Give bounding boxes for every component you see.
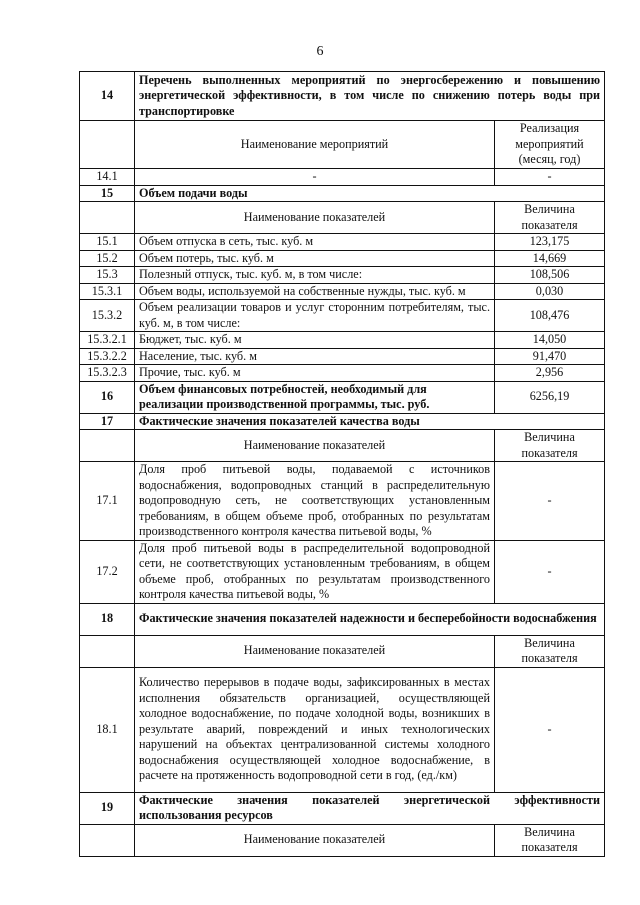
row-number: 14.1 (80, 169, 135, 186)
table-row (80, 462, 605, 541)
row-number: 15.3.2 (80, 300, 135, 332)
section-17-title: Фактические значения показателей качества воды (135, 413, 605, 430)
row-name: Объем воды, используемой на собственные нужды, тыс. куб. м (135, 283, 495, 300)
section-14-header-value: Реализация мероприятий (месяц, год) (495, 121, 605, 169)
row-name: Объем реализации товаров и услуг сторонним потребителям, тыс. куб. м, в том числе: (135, 300, 495, 332)
header-empty-cell (80, 121, 135, 169)
row-name: - (135, 169, 495, 186)
row-name: Количество перерывов в подаче воды, зафиксированных в местах исполнения обязательств организацией, осуществляющей холодное водоснабжение, по подаче холодной воды, возникших в результате аварий, повреждений и иных технологических нарушений на объектах централизованной системы холодного водоснабжения осуществляющей холодное водоснабжение, в расчете на протяженность водопроводной сети в год, (ед./км) (135, 667, 495, 792)
section-17-header-name: Наименование показателей (135, 430, 495, 462)
row-name: Полезный отпуск, тыс. куб. м, в том числе: (135, 267, 495, 284)
header-empty-cell (80, 202, 135, 234)
row-value: 14,669 (495, 250, 605, 267)
row-value: 108,476 (495, 300, 605, 332)
section-19-title: Фактические значения показателей энергетической эффективности использования ресурсов (135, 792, 605, 824)
section-19-header-row (80, 824, 605, 856)
header-empty-cell (80, 635, 135, 667)
section-19-number: 19 (80, 792, 135, 824)
section-17-header-value: Величина показателя (495, 430, 605, 462)
section-18-title: Фактические значения показателей надежности и бесперебойности водоснабжения (135, 603, 605, 635)
table-row (80, 667, 605, 792)
row-number: 15.2 (80, 250, 135, 267)
row-number: 17.2 (80, 540, 135, 603)
row-name: Объем потерь, тыс. куб. м (135, 250, 495, 267)
row-value: 0,030 (495, 283, 605, 300)
section-17-header-row (80, 430, 605, 462)
section-18-number: 18 (80, 603, 135, 635)
section-18-heading-row (80, 603, 605, 635)
row-number: 15.3.2.3 (80, 365, 135, 382)
section-19-header-name: Наименование показателей (135, 824, 495, 856)
table-row (80, 283, 605, 300)
section-17-heading-row (80, 413, 605, 430)
row-value: 14,050 (495, 332, 605, 349)
section-19-heading-row (80, 792, 605, 824)
page-number: 6 (316, 44, 324, 59)
row-number: 15.1 (80, 234, 135, 251)
row-value: - (495, 667, 605, 792)
section-18-header-row (80, 635, 605, 667)
table-row (80, 300, 605, 332)
table-row (80, 169, 605, 186)
header-empty-cell (80, 824, 135, 856)
row-value: - (495, 462, 605, 541)
row-number: 15.3.1 (80, 283, 135, 300)
section-18-header-name: Наименование показателей (135, 635, 495, 667)
row-value: 123,175 (495, 234, 605, 251)
row-name: Население, тыс. куб. м (135, 348, 495, 365)
section-17-number: 17 (80, 413, 135, 430)
row-value: 91,470 (495, 348, 605, 365)
section-14-header-name: Наименование мероприятий (135, 121, 495, 169)
row-number: 15.3 (80, 267, 135, 284)
header-empty-cell (80, 430, 135, 462)
row-number: 15.3.2.2 (80, 348, 135, 365)
row-value: 2,956 (495, 365, 605, 382)
indicators-table (79, 71, 605, 857)
section-16-title: Объем финансовых потребностей, необходимый для реализации производственной программы, тыс. руб. (135, 381, 495, 413)
row-name: Объем отпуска в сеть, тыс. куб. м (135, 234, 495, 251)
section-19-header-value: Величина показателя (495, 824, 605, 856)
table-row (80, 234, 605, 251)
table-row (80, 365, 605, 382)
section-15-header-name: Наименование показателей (135, 202, 495, 234)
section-14-header-row (80, 121, 605, 169)
row-number: 15.3.2.1 (80, 332, 135, 349)
section-15-header-value: Величина показателя (495, 202, 605, 234)
section-14-title: Перечень выполненных мероприятий по энергосбережению и повышению энергетической эффективности, в том числе по снижению потерь воды при транспортировке (135, 72, 605, 121)
row-name: Доля проб питьевой воды в распределительной водопроводной сети, не соответствующих установленным требованиям, в общем объеме проб, отобранных по результатам производственного контроля качества питьевой воды, % (135, 540, 495, 603)
section-16-value: 6256,19 (495, 381, 605, 413)
table-row (80, 540, 605, 603)
row-name: Прочие, тыс. куб. м (135, 365, 495, 382)
section-16-row (80, 381, 605, 413)
row-value: 108,506 (495, 267, 605, 284)
section-14-heading-row (80, 72, 605, 121)
section-15-title: Объем подачи воды (135, 185, 605, 202)
section-15-heading-row (80, 185, 605, 202)
row-value: - (495, 169, 605, 186)
row-number: 18.1 (80, 667, 135, 792)
table-row (80, 332, 605, 349)
section-14-number: 14 (80, 72, 135, 121)
table-row (80, 267, 605, 284)
table-row (80, 250, 605, 267)
section-16-number: 16 (80, 381, 135, 413)
section-15-header-row (80, 202, 605, 234)
row-name: Бюджет, тыс. куб. м (135, 332, 495, 349)
row-value: - (495, 540, 605, 603)
section-15-number: 15 (80, 185, 135, 202)
table-row (80, 348, 605, 365)
row-number: 17.1 (80, 462, 135, 541)
section-18-header-value: Величина показателя (495, 635, 605, 667)
row-name: Доля проб питьевой воды, подаваемой с источников водоснабжения, водопроводных станций в распределительную водопроводную сеть, не соответствующих установленным требованиям, в общем объеме проб, отобранных по результатам производственного контроля качества питьевой воды, % (135, 462, 495, 541)
